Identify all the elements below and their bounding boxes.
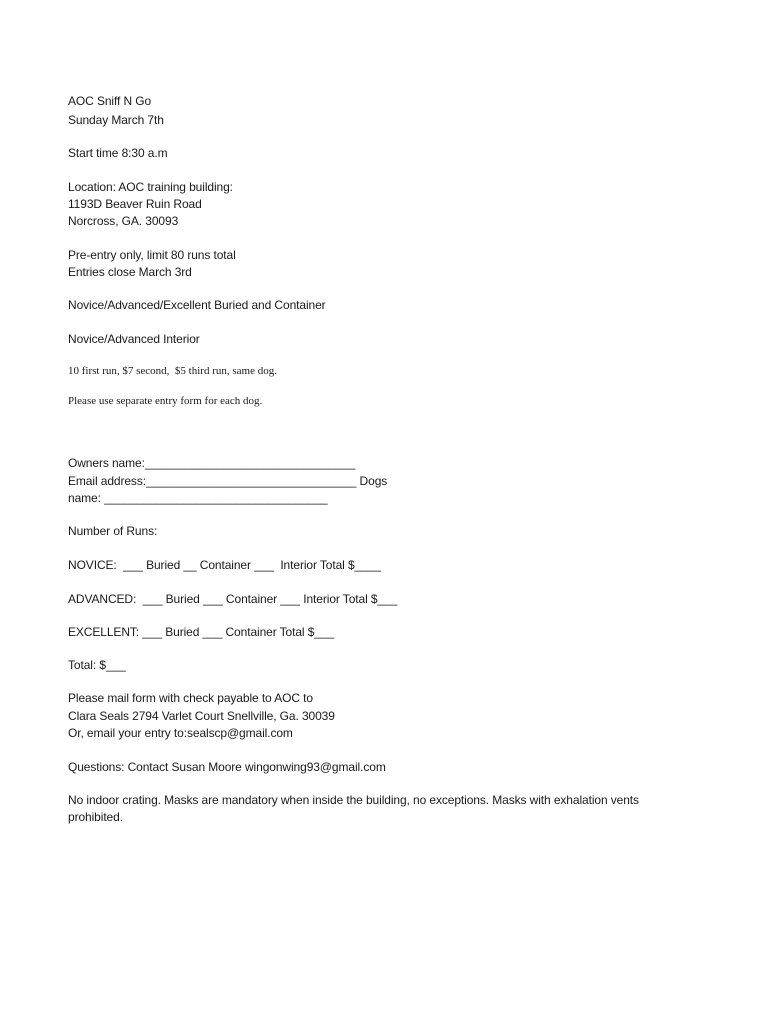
address-line-2: Norcross, GA. 30093 bbox=[68, 214, 179, 228]
classes-line-2: Novice/Advanced Interior bbox=[68, 332, 200, 346]
classes-line-1: Novice/Advanced/Excellent Buried and Container bbox=[68, 298, 326, 312]
excellent-row: EXCELLENT: ___ Buried ___ Container Total $___ bbox=[68, 625, 335, 639]
questions-contact: Questions: Contact Susan Moore wingonwing93@gmail.com bbox=[68, 760, 386, 774]
advanced-row: ADVANCED: ___ Buried ___ Container ___ Interior Total $___ bbox=[68, 592, 398, 606]
mail-instructions-1: Please mail form with check payable to AOC to bbox=[68, 691, 313, 705]
email-address-field: Email address:________________________________ Dogs bbox=[68, 474, 388, 488]
separate-form-note: Please use separate entry form for each dog. bbox=[68, 395, 263, 407]
fees-note: 10 first run, $7 second, $5 third run, same dog. bbox=[68, 365, 277, 377]
mail-instructions-2: Clara Seals 2794 Varlet Court Snellville, Ga. 30039 bbox=[68, 709, 335, 723]
start-time: Start time 8:30 a.m bbox=[68, 146, 168, 160]
novice-row: NOVICE: ___ Buried __ Container ___ Interior Total $____ bbox=[68, 558, 381, 572]
number-of-runs-label: Number of Runs: bbox=[68, 524, 158, 538]
event-date: Sunday March 7th bbox=[68, 113, 164, 127]
total-row: Total: $___ bbox=[68, 658, 126, 672]
owners-name-field: Owners name:________________________________ bbox=[68, 456, 356, 470]
rules-note: No indoor crating. Masks are mandatory when inside the building, no exceptions. Masks with exhalation vents prohibited. bbox=[68, 793, 639, 824]
dogs-name-field: name: __________________________________ bbox=[68, 491, 328, 505]
event-title: AOC Sniff N Go bbox=[68, 94, 152, 108]
entries-close-note: Entries close March 3rd bbox=[68, 265, 192, 279]
address-line-1: 1193D Beaver Ruin Road bbox=[68, 197, 202, 211]
mail-instructions-3: Or, email your entry to:sealscp@gmail.com bbox=[68, 726, 293, 740]
pre-entry-note: Pre-entry only, limit 80 runs total bbox=[68, 248, 236, 262]
location-label: Location: AOC training building: bbox=[68, 180, 233, 194]
